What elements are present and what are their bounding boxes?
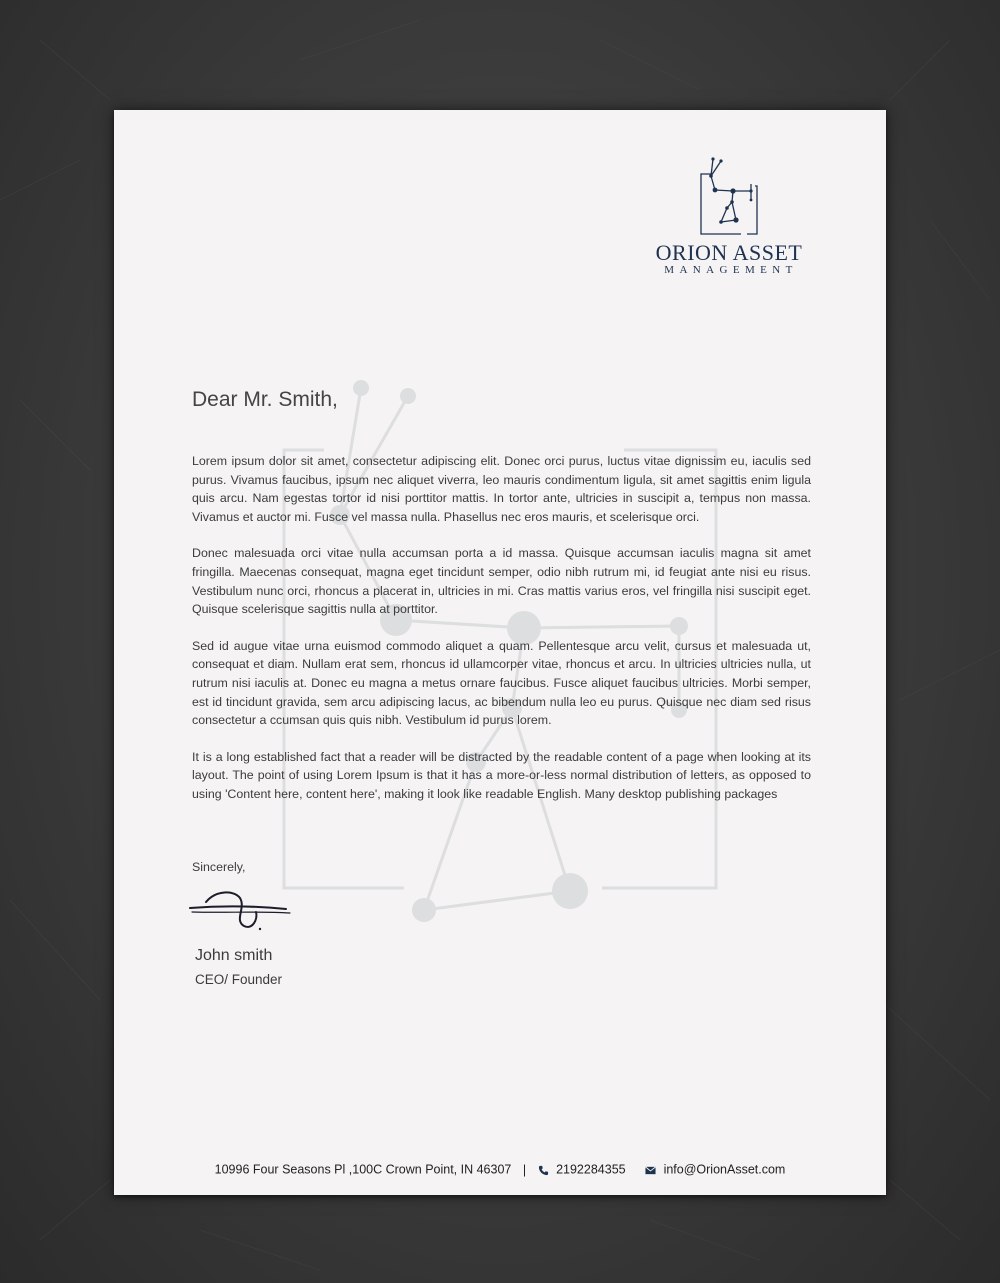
footer-address: 10996 Four Seasons Pl ,100C Crown Point, IN 46307 (214, 1162, 512, 1177)
footer-email (645, 1162, 785, 1176)
letter-paragraph: It is a long established fact that a reader will be distracted by the readable content of a page when looking at its layout. The point of using Lorem Ipsum is that it has a more-or-less normal distribution of letters, as opposed to using 'Content here, content here', making it look like readable English. Many desktop publishing packages (192, 749, 811, 801)
footer-phone (538, 1162, 630, 1176)
handwritten-signature (186, 882, 296, 942)
signer-title: CEO/ Founder (195, 972, 283, 987)
envelope-icon (645, 1166, 656, 1175)
letter-greeting: Dear Mr. Smith, (192, 388, 338, 411)
footer-email-address: info@OrionAsset.com (663, 1163, 786, 1178)
constellation-logo-icon (699, 156, 759, 236)
company-logo (644, 156, 814, 276)
footer-separator: | (522, 1162, 527, 1177)
letter-paragraph: Lorem ipsum dolor sit amet, consectetur adipiscing elit. Donec orci purus, luctus vitae dignissim eu, iaculis sed purus. Vivamus faucibus, ipsum nec aliquet viverra, leo mauris condimentum ligula, sit amet sagittis enim ligula quis arcu. Nam egestas tortor id nisi porttitor mattis. In tortor ante, ultricies in suscipit a, tempus non massa. Vivamus et auctor mi. Fusce vel massa nulla. Phasellus nec eros mauris, et scelerisque orci. (192, 454, 811, 524)
letter-paragraph: Donec malesuada orci vitae nulla accumsan porta a id massa. Quisque accumsan iaculis magna sit amet fringilla. Maecenas consequat, magna eget tincidunt semper, odio nibh rutrum mi, id feugiat ante nisi eu risus. Vestibulum nunc orci, rhoncus a placerat in, ultricies in mi. Cras mattis varius eros, vel fringilla nisi suscipit eget. Quisque scelerisque sagittis nulla at porttitor. (192, 546, 811, 617)
letter-body (192, 452, 811, 822)
company-name: ORION ASSET (655, 240, 803, 265)
letterhead-page (114, 110, 886, 1195)
signer-name: John smith (195, 947, 273, 964)
letter-closing: Sincerely, (192, 860, 246, 874)
footer-phone-number: 2192284355 (556, 1163, 626, 1178)
letter-footer (114, 1162, 886, 1177)
company-tagline: MANAGEMENT (664, 264, 798, 276)
phone-icon (538, 1165, 549, 1176)
letter-paragraph: Sed id augue vitae urna euismod commodo aliquet a quam. Pellentesque arcu velit, cursus et malesuada ut, consequat et diam. Nullam erat sem, rhoncus id ullamcorper vitae, rhoncus et arcu. In ultricies ultricies nulla, ut rutrum nisi iaculis at. Donec eu magna a metus ornare faucibus. Fusce aliquet faucibus ultricies. Morbi semper, est id tincidunt gravida, sem arcu adipiscing lacus, ac bibendum nulla leo eu purus. Quisque nec diam sed risus consectetur a ccumsan quis quis nibh. Vestibulum id purus lorem. (192, 638, 811, 728)
